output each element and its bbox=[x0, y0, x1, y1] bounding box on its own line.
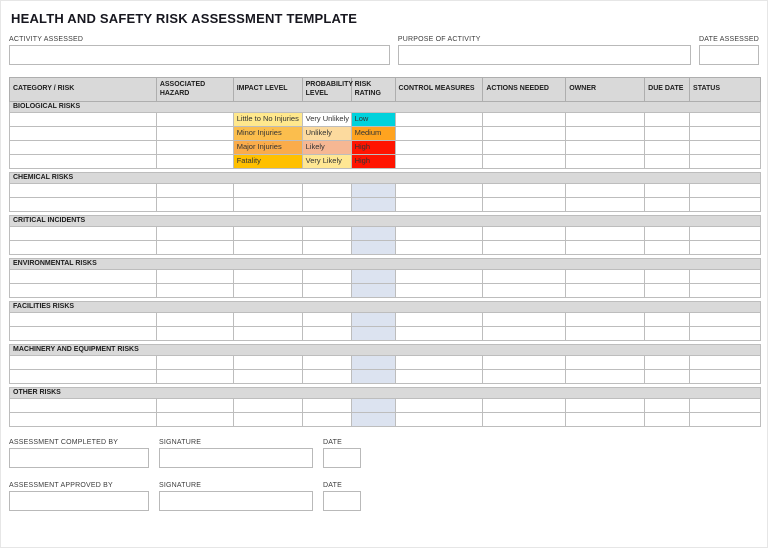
cell-due[interactable] bbox=[645, 241, 690, 255]
cell-hazard[interactable] bbox=[156, 313, 233, 327]
cell-actions[interactable] bbox=[483, 413, 566, 427]
section-row bbox=[10, 102, 761, 113]
cell-status[interactable] bbox=[690, 270, 761, 284]
cell-category[interactable] bbox=[10, 356, 157, 370]
section-header: CRITICAL INCIDENTS bbox=[10, 216, 761, 227]
cell-owner[interactable] bbox=[566, 198, 645, 212]
cell-actions[interactable] bbox=[483, 327, 566, 341]
assessment-completed-group bbox=[9, 439, 759, 468]
cell-status[interactable] bbox=[690, 284, 761, 298]
table-row bbox=[10, 413, 761, 427]
cell-probability[interactable] bbox=[302, 270, 351, 284]
purpose-of-activity-input[interactable] bbox=[398, 45, 691, 65]
cell-hazard[interactable] bbox=[156, 113, 233, 127]
table-row bbox=[10, 327, 761, 341]
cell-control[interactable] bbox=[395, 356, 483, 370]
table-row bbox=[10, 227, 761, 241]
cell-impact[interactable] bbox=[233, 313, 302, 327]
cell-probability[interactable] bbox=[302, 198, 351, 212]
cell-status[interactable] bbox=[690, 184, 761, 198]
cell-due[interactable] bbox=[645, 227, 690, 241]
cell-impact[interactable] bbox=[233, 413, 302, 427]
column-header-due: DUE DATE bbox=[645, 78, 690, 102]
cell-actions[interactable] bbox=[483, 270, 566, 284]
approved-date-label: DATE bbox=[323, 482, 342, 490]
cell-control[interactable] bbox=[395, 141, 483, 155]
cell-probability[interactable] bbox=[302, 370, 351, 384]
cell-control[interactable] bbox=[395, 155, 483, 169]
cell-hazard[interactable] bbox=[156, 127, 233, 141]
cell-actions[interactable] bbox=[483, 227, 566, 241]
cell-status[interactable] bbox=[690, 127, 761, 141]
cell-control[interactable] bbox=[395, 313, 483, 327]
cell-due[interactable] bbox=[645, 399, 690, 413]
cell-hazard[interactable] bbox=[156, 327, 233, 341]
cell-actions[interactable] bbox=[483, 284, 566, 298]
cell-impact[interactable] bbox=[233, 370, 302, 384]
cell-probability[interactable] bbox=[302, 413, 351, 427]
section-header: FACILITIES RISKS bbox=[10, 302, 761, 313]
cell-category[interactable] bbox=[10, 399, 157, 413]
cell-hazard[interactable] bbox=[156, 241, 233, 255]
cell-status[interactable] bbox=[690, 356, 761, 370]
cell-owner[interactable] bbox=[566, 113, 645, 127]
cell-impact[interactable] bbox=[233, 327, 302, 341]
section-row bbox=[10, 259, 761, 270]
cell-due[interactable] bbox=[645, 127, 690, 141]
cell-due[interactable] bbox=[645, 327, 690, 341]
cell-impact[interactable] bbox=[233, 284, 302, 298]
cell-hazard[interactable] bbox=[156, 370, 233, 384]
cell-control[interactable] bbox=[395, 184, 483, 198]
completed-signature-label: SIGNATURE bbox=[159, 439, 202, 447]
cell-control[interactable] bbox=[395, 327, 483, 341]
cell-impact[interactable] bbox=[233, 184, 302, 198]
activity-assessed-field bbox=[9, 36, 390, 65]
table-row bbox=[10, 241, 761, 255]
cell-owner[interactable] bbox=[566, 327, 645, 341]
table-row bbox=[10, 284, 761, 298]
cell-impact[interactable] bbox=[233, 399, 302, 413]
activity-assessed-input[interactable] bbox=[9, 45, 390, 65]
cell-hazard[interactable] bbox=[156, 155, 233, 169]
cell-control[interactable] bbox=[395, 270, 483, 284]
date-assessed-label: DATE ASSESSED bbox=[699, 36, 760, 43]
page-title: HEALTH AND SAFETY RISK ASSESSMENT TEMPLATE bbox=[11, 11, 358, 26]
section-row bbox=[10, 216, 761, 227]
cell-control[interactable] bbox=[395, 399, 483, 413]
cell-owner[interactable] bbox=[566, 127, 645, 141]
cell-owner[interactable] bbox=[566, 227, 645, 241]
table-header-row bbox=[10, 78, 761, 102]
cell-status[interactable] bbox=[690, 313, 761, 327]
cell-probability[interactable] bbox=[302, 284, 351, 298]
cell-rating[interactable] bbox=[351, 284, 395, 298]
cell-owner[interactable] bbox=[566, 399, 645, 413]
cell-actions[interactable] bbox=[483, 184, 566, 198]
cell-category[interactable] bbox=[10, 113, 157, 127]
table-row bbox=[10, 356, 761, 370]
cell-owner[interactable] bbox=[566, 284, 645, 298]
cell-probability[interactable] bbox=[302, 313, 351, 327]
cell-due[interactable] bbox=[645, 113, 690, 127]
cell-owner[interactable] bbox=[566, 155, 645, 169]
cell-rating[interactable] bbox=[351, 227, 395, 241]
risk-assessment-table bbox=[9, 77, 761, 427]
cell-category[interactable] bbox=[10, 127, 157, 141]
cell-owner[interactable] bbox=[566, 413, 645, 427]
section-row bbox=[10, 173, 761, 184]
cell-due[interactable] bbox=[645, 284, 690, 298]
cell-owner[interactable] bbox=[566, 141, 645, 155]
cell-impact[interactable] bbox=[233, 241, 302, 255]
cell-category[interactable] bbox=[10, 370, 157, 384]
cell-actions[interactable] bbox=[483, 356, 566, 370]
column-header-impact: IMPACT LEVEL bbox=[233, 78, 302, 102]
cell-status[interactable] bbox=[690, 327, 761, 341]
cell-control[interactable] bbox=[395, 113, 483, 127]
column-header-control: CONTROL MEASURES bbox=[395, 78, 483, 102]
cell-control[interactable] bbox=[395, 413, 483, 427]
cell-control[interactable] bbox=[395, 284, 483, 298]
cell-hazard[interactable] bbox=[156, 198, 233, 212]
completed-date-input[interactable] bbox=[323, 448, 361, 468]
cell-probability[interactable]: Very Likely bbox=[302, 155, 351, 169]
cell-status[interactable] bbox=[690, 113, 761, 127]
cell-control[interactable] bbox=[395, 198, 483, 212]
cell-probability[interactable] bbox=[302, 241, 351, 255]
assessment-approved-group bbox=[9, 482, 759, 511]
table-row bbox=[10, 270, 761, 284]
table-row bbox=[10, 370, 761, 384]
cell-actions[interactable] bbox=[483, 399, 566, 413]
cell-impact[interactable] bbox=[233, 198, 302, 212]
cell-actions[interactable] bbox=[483, 141, 566, 155]
cell-actions[interactable] bbox=[483, 313, 566, 327]
cell-hazard[interactable] bbox=[156, 184, 233, 198]
cell-owner[interactable] bbox=[566, 313, 645, 327]
table-row bbox=[10, 198, 761, 212]
assessment-approved-by-input[interactable] bbox=[9, 491, 149, 511]
cell-rating[interactable] bbox=[351, 270, 395, 284]
table-row bbox=[10, 184, 761, 198]
table-row bbox=[10, 399, 761, 413]
cell-rating[interactable] bbox=[351, 241, 395, 255]
cell-control[interactable] bbox=[395, 370, 483, 384]
cell-status[interactable] bbox=[690, 141, 761, 155]
approved-date-input[interactable] bbox=[323, 491, 361, 511]
cell-category[interactable] bbox=[10, 313, 157, 327]
date-assessed-field bbox=[699, 36, 759, 65]
cell-impact[interactable]: Minor Injuries bbox=[233, 127, 302, 141]
cell-status[interactable] bbox=[690, 399, 761, 413]
cell-probability[interactable] bbox=[302, 184, 351, 198]
cell-category[interactable] bbox=[10, 241, 157, 255]
cell-hazard[interactable] bbox=[156, 399, 233, 413]
cell-actions[interactable] bbox=[483, 127, 566, 141]
cell-probability[interactable] bbox=[302, 356, 351, 370]
cell-rating[interactable] bbox=[351, 327, 395, 341]
cell-hazard[interactable] bbox=[156, 284, 233, 298]
cell-hazard[interactable] bbox=[156, 356, 233, 370]
cell-due[interactable] bbox=[645, 313, 690, 327]
cell-impact[interactable] bbox=[233, 270, 302, 284]
cell-category[interactable] bbox=[10, 198, 157, 212]
assessment-approved-by-label: ASSESSMENT APPROVED BY bbox=[9, 482, 113, 490]
cell-impact[interactable] bbox=[233, 356, 302, 370]
cell-impact[interactable]: Little to No Injuries bbox=[233, 113, 302, 127]
cell-hazard[interactable] bbox=[156, 141, 233, 155]
cell-owner[interactable] bbox=[566, 356, 645, 370]
cell-rating[interactable] bbox=[351, 356, 395, 370]
cell-actions[interactable] bbox=[483, 198, 566, 212]
cell-status[interactable] bbox=[690, 413, 761, 427]
cell-actions[interactable] bbox=[483, 155, 566, 169]
cell-control[interactable] bbox=[395, 227, 483, 241]
purpose-of-activity-label: PURPOSE OF ACTIVITY bbox=[397, 36, 481, 43]
cell-rating[interactable] bbox=[351, 198, 395, 212]
section-header: CHEMICAL RISKS bbox=[10, 173, 761, 184]
cell-due[interactable] bbox=[645, 184, 690, 198]
cell-rating[interactable]: High bbox=[351, 141, 395, 155]
cell-rating[interactable] bbox=[351, 413, 395, 427]
section-header: ENVIRONMENTAL RISKS bbox=[10, 259, 761, 270]
signoff-section bbox=[9, 439, 759, 511]
cell-due[interactable] bbox=[645, 413, 690, 427]
cell-owner[interactable] bbox=[566, 184, 645, 198]
table-row bbox=[10, 127, 761, 141]
date-assessed-input[interactable] bbox=[699, 45, 759, 65]
section-row bbox=[10, 388, 761, 399]
cell-status[interactable] bbox=[690, 241, 761, 255]
section-row bbox=[10, 345, 761, 356]
section-row bbox=[10, 302, 761, 313]
cell-status[interactable] bbox=[690, 370, 761, 384]
cell-category[interactable] bbox=[10, 413, 157, 427]
cell-rating[interactable] bbox=[351, 184, 395, 198]
cell-due[interactable] bbox=[645, 141, 690, 155]
cell-category[interactable] bbox=[10, 155, 157, 169]
cell-hazard[interactable] bbox=[156, 413, 233, 427]
cell-owner[interactable] bbox=[566, 370, 645, 384]
cell-rating[interactable] bbox=[351, 370, 395, 384]
cell-control[interactable] bbox=[395, 241, 483, 255]
table-row bbox=[10, 313, 761, 327]
cell-control[interactable] bbox=[395, 127, 483, 141]
cell-category[interactable] bbox=[10, 184, 157, 198]
cell-actions[interactable] bbox=[483, 241, 566, 255]
top-fields bbox=[9, 36, 759, 65]
table-row bbox=[10, 155, 761, 169]
cell-probability[interactable]: Very Unlikely bbox=[302, 113, 351, 127]
cell-status[interactable] bbox=[690, 198, 761, 212]
cell-rating[interactable] bbox=[351, 313, 395, 327]
cell-status[interactable] bbox=[690, 227, 761, 241]
table-row bbox=[10, 141, 761, 155]
table-row bbox=[10, 113, 761, 127]
cell-category[interactable] bbox=[10, 284, 157, 298]
risk-assessment-template-page bbox=[1, 1, 767, 533]
approved-signature-input[interactable] bbox=[159, 491, 313, 511]
column-header-actions: ACTIONS NEEDED bbox=[483, 78, 566, 102]
cell-due[interactable] bbox=[645, 356, 690, 370]
cell-impact[interactable]: Fatality bbox=[233, 155, 302, 169]
cell-rating[interactable] bbox=[351, 399, 395, 413]
cell-probability[interactable] bbox=[302, 399, 351, 413]
cell-due[interactable] bbox=[645, 370, 690, 384]
cell-hazard[interactable] bbox=[156, 227, 233, 241]
cell-owner[interactable] bbox=[566, 270, 645, 284]
section-header: OTHER RISKS bbox=[10, 388, 761, 399]
cell-rating[interactable]: Low bbox=[351, 113, 395, 127]
cell-hazard[interactable] bbox=[156, 270, 233, 284]
section-header: BIOLOGICAL RISKS bbox=[10, 102, 761, 113]
cell-category[interactable] bbox=[10, 227, 157, 241]
purpose-of-activity-field bbox=[398, 36, 691, 65]
cell-category[interactable] bbox=[10, 327, 157, 341]
cell-due[interactable] bbox=[645, 270, 690, 284]
column-header-hazard: ASSOCIATED HAZARD bbox=[156, 78, 233, 102]
assessment-completed-by-label: ASSESSMENT COMPLETED BY bbox=[9, 439, 119, 447]
cell-category[interactable] bbox=[10, 141, 157, 155]
column-header-status: STATUS bbox=[690, 78, 761, 102]
column-header-probability: PROBABILITY LEVEL bbox=[302, 78, 351, 102]
cell-actions[interactable] bbox=[483, 113, 566, 127]
cell-rating[interactable]: Medium bbox=[351, 127, 395, 141]
assessment-completed-by-input[interactable] bbox=[9, 448, 149, 468]
cell-due[interactable] bbox=[645, 198, 690, 212]
activity-assessed-label: ACTIVITY ASSESSED bbox=[9, 36, 84, 43]
completed-signature-input[interactable] bbox=[159, 448, 313, 468]
completed-date-label: DATE bbox=[323, 439, 342, 447]
approved-signature-label: SIGNATURE bbox=[159, 482, 202, 490]
cell-status[interactable] bbox=[690, 155, 761, 169]
cell-owner[interactable] bbox=[566, 241, 645, 255]
section-header: MACHINERY AND EQUIPMENT RISKS bbox=[10, 345, 761, 356]
cell-due[interactable] bbox=[645, 155, 690, 169]
cell-probability[interactable] bbox=[302, 227, 351, 241]
cell-impact[interactable]: Major Injuries bbox=[233, 141, 302, 155]
cell-category[interactable] bbox=[10, 270, 157, 284]
column-header-owner: OWNER bbox=[566, 78, 645, 102]
column-header-category: CATEGORY / RISK bbox=[10, 78, 157, 102]
cell-probability[interactable] bbox=[302, 327, 351, 341]
cell-rating[interactable]: High bbox=[351, 155, 395, 169]
cell-probability[interactable]: Unlikely bbox=[302, 127, 351, 141]
cell-impact[interactable] bbox=[233, 227, 302, 241]
column-header-rating: RISK RATING bbox=[351, 78, 395, 102]
cell-actions[interactable] bbox=[483, 370, 566, 384]
cell-probability[interactable]: Likely bbox=[302, 141, 351, 155]
